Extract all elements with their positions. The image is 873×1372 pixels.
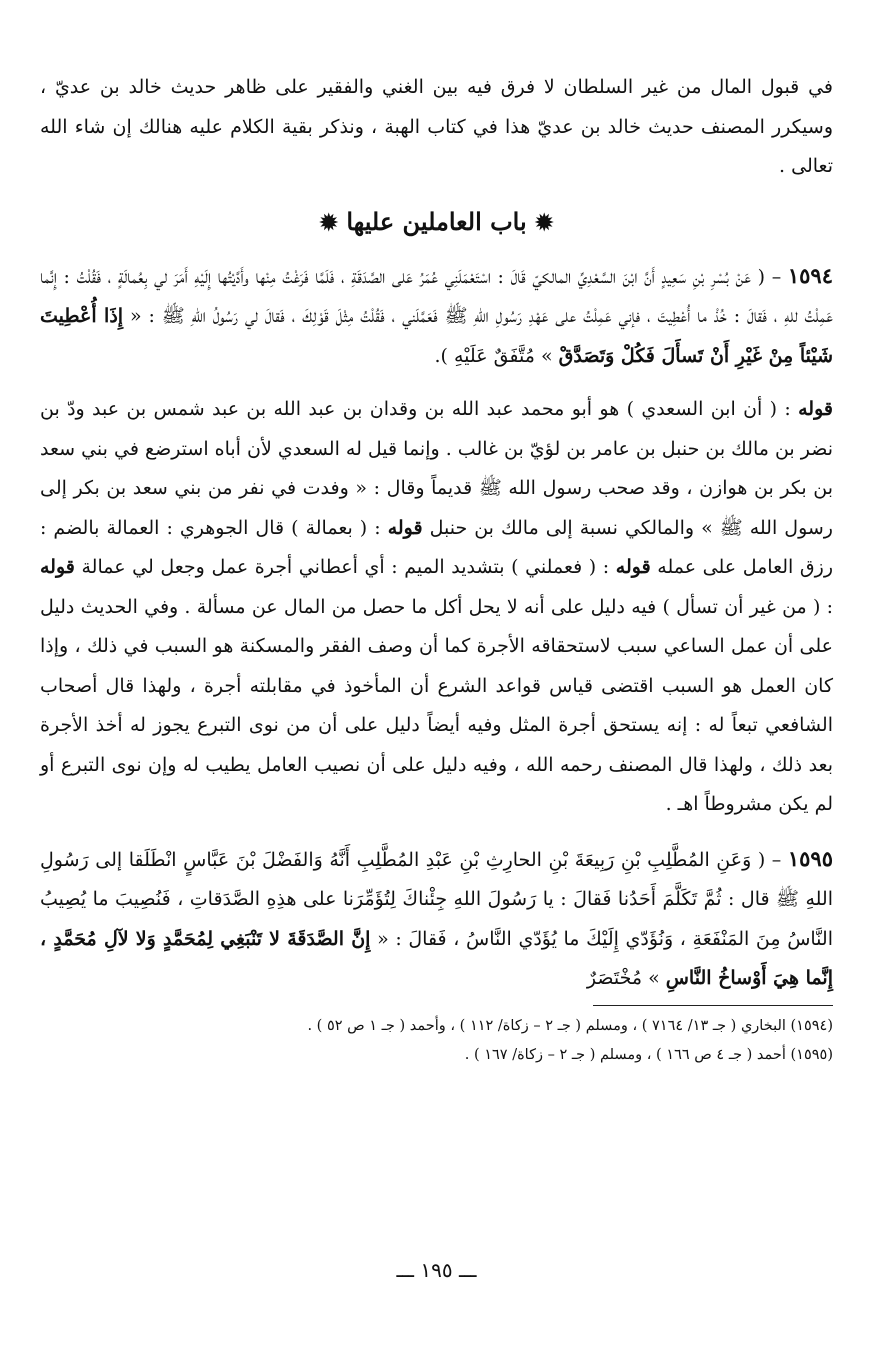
hadith-1595: [40, 839, 833, 999]
spacer: [40, 376, 833, 390]
qawluh-marker: قوله: [40, 556, 75, 578]
star-ornament-icon: ✹: [535, 209, 554, 236]
page-number: ـــ ١٩٥ ـــ: [396, 1258, 477, 1282]
hadith-1594: [40, 256, 833, 377]
hadith-prophetic-saying: إِذَا أُعْطِيتَ شَيْئاً مِنْ غَيْرِ أَنْ تَسأَلَ فَكُلْ وَتَصَدَّقْ: [40, 305, 833, 367]
intro-paragraph: في قبول المال من غير السلطان لا فرق فيه بين الغني والفقير على ظاهر حديث خالد بن عديّ ، وسيكرر المصنف حديث خالد بن عديّ هذا في كتاب الهبة ، ونذكر بقية الكلام عليه هنالك إن شاء الله تعالى .: [40, 76, 833, 177]
chapter-heading: [40, 199, 833, 246]
qawluh-marker: قوله: [798, 398, 833, 420]
commentary-text: : ( بعمالة ) قال الجوهري : العمالة بالضم : رزق العامل على عمله: [40, 516, 833, 578]
spacer: [40, 825, 833, 839]
commentary-text: : ( أن ابن السعدي ) هو أبو محمد عبد الله بن وقدان بن عبد الله بن عبد شمس بن عبد ودّ بن نضر بن مالك بن حنبل بن عامر بن لؤيّ بن غالب . وإنما قيل له السعدي لأن أباه استرضع في بني سعد بن بكر بن هوازن ، وقد صحب رسول الله ﷺ قديماً وقال : « وفدت في نفر من بني سعد بن بكر إلى رسول الله ﷺ » والمالكي نسبة إلى مالك بن حنبل: [40, 398, 833, 539]
commentary-1594: [40, 390, 833, 825]
hadith-text-end: » مُتَّفَقٌ عَلَيْهِ ).: [434, 344, 559, 367]
hadith-text: – ( عَنْ بُسْرِ بْنِ سَعِيدٍ أَنَّ ابْنَ السَّعْدِيِّ المالكيّ قَالَ : اسْتَعْمَلَنِي عُمَرُ عَلى الصَّدَقَةِ ، فَلَمَّا فَرَغْتُ مِنْها وأَدَّيْتُها إِلَيْهِ أَمَرَ لي بِعُمالَةٍ ، فَقُلْتُ : إِنَّما عَمِلْتُ للهِ ، فَقالَ : خُذْ ما أُعْطِيتَ ، فإني عَمِلْتُ على عَهْدِ رَسُولِ اللهِ ﷺ فَعَمَّلَني ، فَقُلْتُ مِثْلَ قَوْلِكَ ، فَقالَ لي رَسُولُ اللهِ ﷺ : «: [40, 265, 833, 327]
qawluh-marker: قوله: [615, 556, 651, 578]
footnote-1594: (١٥٩٤) البخاري ( جـ ١٣/ ٧١٦٤ ) ، ومسلم ( جـ ٢ – زكاة/ ١١٢ ) ، وأحمد ( جـ ١ ص ٥٢ ) .: [307, 1017, 833, 1034]
qawluh-marker: قوله: [387, 516, 423, 539]
commentary-text: : ( فعملني ) بتشديد الميم : أي أعطاني أجرة عمل وجعل لي عمالة: [74, 556, 616, 578]
hadith-number: ١٥٩٤: [787, 262, 833, 288]
hadith-prophetic-saying: إِنَّ الصَّدَقَةَ لا تَنْبَغِي لِمُحَمَّدٍ وَلا لآلِ مُحَمَّدٍ ، إِنَّما هِيَ أَوْساخُ النَّاسِ: [40, 927, 833, 989]
hadith-text-end: » مُخْتَصَرٌ: [586, 967, 666, 989]
star-ornament-icon: ✹: [319, 209, 338, 236]
hadith-text: – ( وَعَنِ المُطَّلِبِ بْنِ رَبِيعَةَ بْنِ الحارِثِ بْنِ عَبْدِ المُطَّلِبِ أَنَّهُ وَالفَضْلَ بْنَ عَبَّاسٍ انْطَلَقا إلى رَسُولِ اللهِ ﷺ قال : ثُمَّ تَكَلَّمَ أَحَدُنا فَقالَ : يا رَسُولَ اللهِ جِئْناكَ لِتُؤَمِّرَنا على هذِهِ الصَّدَقاتِ ، فَنُصِيبَ ما يُصِيبُ النَّاسُ مِنَ المَنْفَعَةِ ، وَنُؤَدّي إِلَيْكَ ما يُؤَدّي النَّاسُ ، فَقالَ : «: [40, 848, 833, 950]
chapter-title: باب العاملين عليها: [346, 206, 527, 236]
commentary-text: : ( من غير أن تسأل ) فيه دليل على أنه لا يحل أكل ما حصل من المال عن مسألة . وفي الحديث دليل على أن عمل الساعي سبب لاستحقاقه الأجرة كما أن وصف الفقر والمسكنة هو السبب في ذلك ، وإذا كان العمل هو السبب اقتضى قياس قواعد الشرع أن المأخوذ في مقابلته أجرة ، ولهذا قال أصحاب الشافعي تبعاً له : إنه يستحق أجرة المثل وفيه أيضاً دليل على أن من نوى التبرع يجوز له أخذ الأجرة بعد ذلك ، ولهذا قال المصنف رحمه الله ، وفيه دليل على أن نصيب العامل يطيب له وإن نوى التبرع أو لم يكن مشروطاً اهـ .: [40, 595, 833, 815]
footnote-divider: [593, 1005, 833, 1006]
footnote-1595: (١٥٩٥) أحمد ( جـ ٤ ص ١٦٦ ) ، ومسلم ( جـ ٢ – زكاة/ ١٦٧ ) .: [464, 1046, 833, 1063]
hadith-number: ١٥٩٥: [787, 845, 833, 871]
